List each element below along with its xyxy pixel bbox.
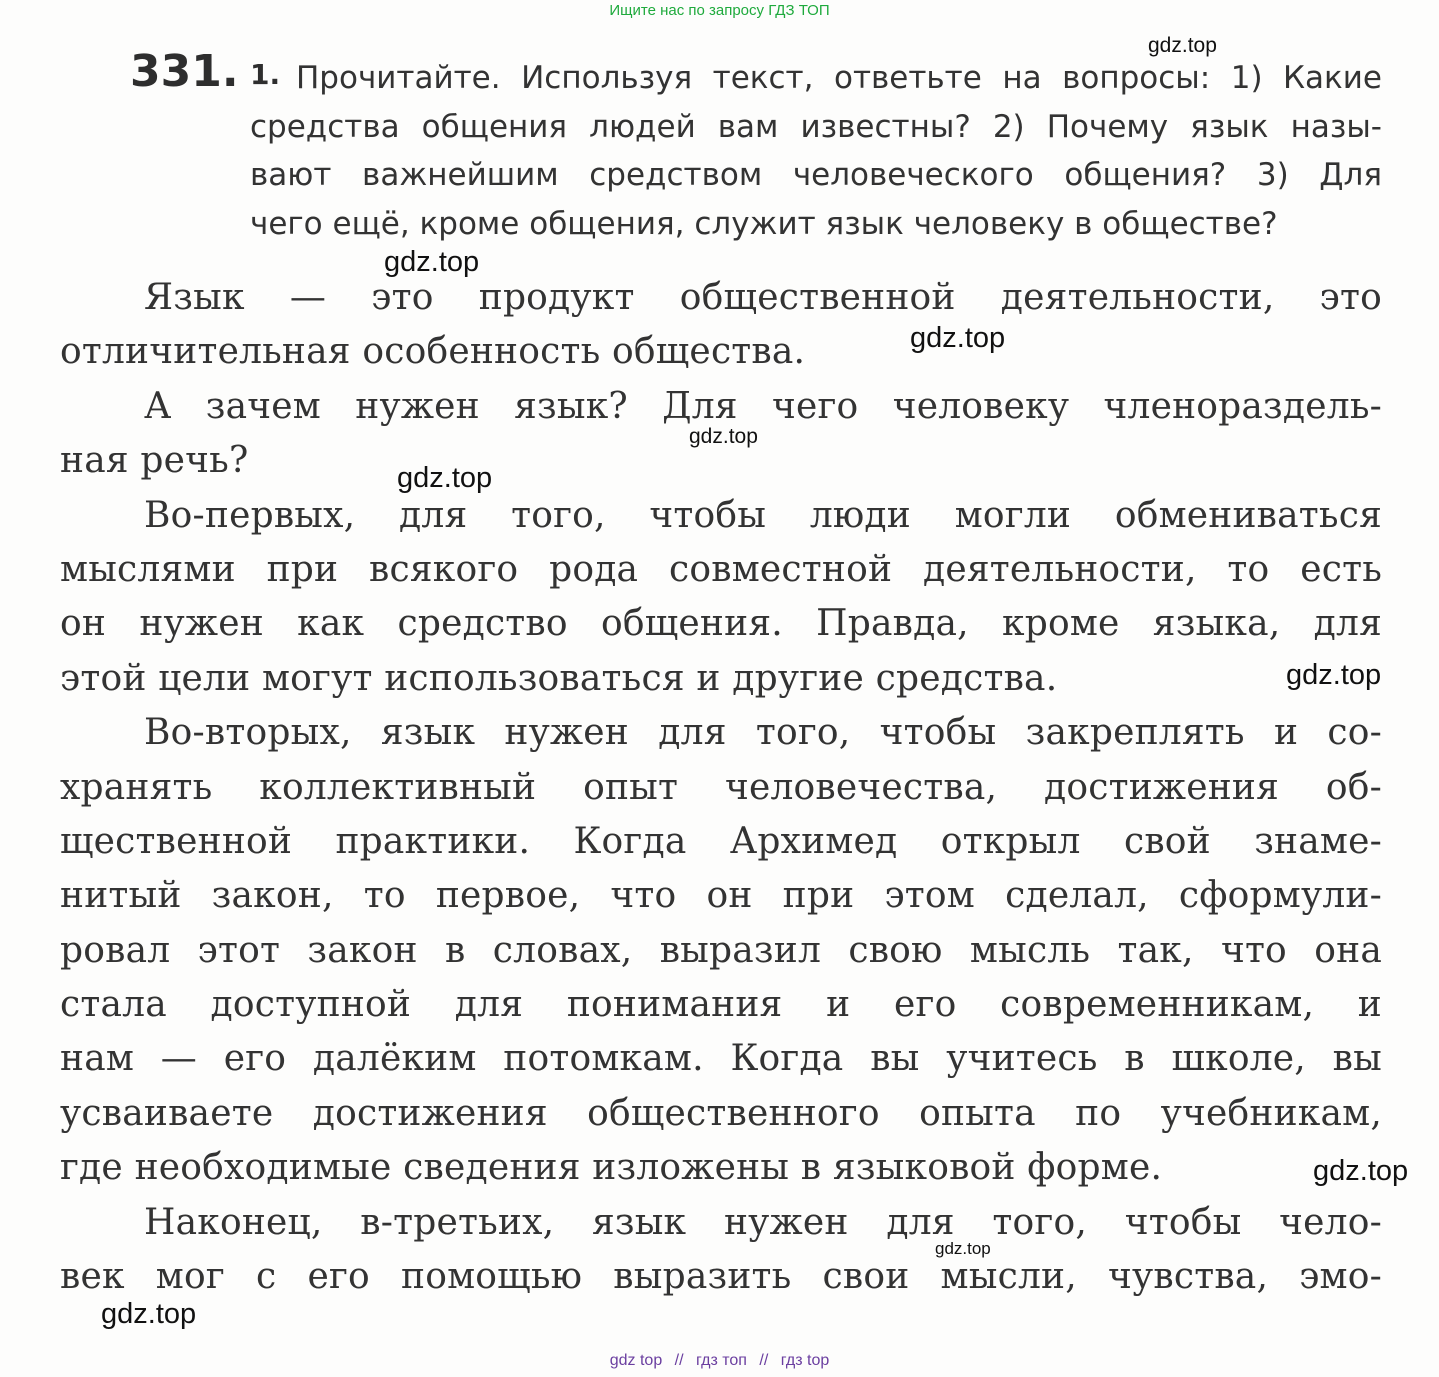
footer-link[interactable]: gdz top xyxy=(609,1352,663,1369)
watermark: gdz.top xyxy=(384,246,480,278)
text-line: Во-первых, для того, чтобы люди могли обмениваться xyxy=(144,494,1382,536)
text-line: Язык — это продукт общественной деятельности, это xyxy=(144,277,1382,318)
exercise-number: 331. xyxy=(130,46,239,97)
watermark: gdz.top xyxy=(1313,1155,1409,1187)
text-line: где необходимые сведения изложены в языковой форме. xyxy=(60,1147,1163,1189)
task-line: чего ещё, кроме общения, служит язык человеку в обществе? xyxy=(250,205,1278,242)
text-line: отличительная особенность общества. xyxy=(60,331,806,373)
task-index: 1. xyxy=(250,58,281,91)
text-line: Во-вторых, язык нужен для того, чтобы закреплять и со- xyxy=(144,712,1382,754)
task-line: Прочитайте. Используя текст, ответьте на вопросы: 1) Какие xyxy=(296,60,1382,96)
footer-link[interactable]: гдз top xyxy=(780,1352,830,1369)
footer-link[interactable]: гдз топ xyxy=(696,1352,747,1369)
text-line: он нужен как средство общения. Правда, кроме языка, для xyxy=(60,603,1382,645)
text-line: А зачем нужен язык? Для чего человеку членораздель- xyxy=(144,385,1382,427)
text-line: нам — его далёким потомкам. Когда вы учитесь в школе, вы xyxy=(60,1038,1382,1080)
text-line: хранять коллективный опыт человечества, достижения об- xyxy=(60,766,1382,808)
search-banner: Ищите нас по запросу ГДЗ ТОП xyxy=(609,2,830,19)
watermark: gdz.top xyxy=(910,322,1006,354)
watermark: gdz.top xyxy=(935,1239,991,1258)
task-line: вают важнейшим средством человеческого общения? 3) Для xyxy=(250,157,1382,193)
task-line: средства общения людей вам известны? 2) Почему язык назы- xyxy=(250,108,1382,145)
text-line: век мог с его помощью выразить свои мысли, чувства, эмо- xyxy=(60,1256,1382,1298)
text-line: ная речь? xyxy=(60,440,249,482)
text-line: мыслями при всякого рода совместной деятельности, то есть xyxy=(60,548,1382,590)
text-line: нитый закон, то первое, что он при этом сделал, сформули- xyxy=(60,875,1382,917)
text-line: щественной практики. Когда Архимед открыл свой знаме- xyxy=(60,820,1382,862)
text-line: ровал этот закон в словах, выразил свою мысль так, что она xyxy=(60,929,1382,971)
footer-separator: // xyxy=(759,1352,769,1369)
watermark: gdz.top xyxy=(101,1298,197,1330)
task-instructions xyxy=(250,54,1382,248)
text-line: стала доступной для понимания и его современникам, и xyxy=(60,984,1382,1026)
watermark: gdz.top xyxy=(1148,34,1217,57)
watermark: gdz.top xyxy=(689,425,758,448)
text-line: усваиваете достижения общественного опыта по учебникам, xyxy=(60,1092,1382,1134)
watermark: gdz.top xyxy=(397,462,493,494)
text-line: этой цели могут использоваться и другие средства. xyxy=(60,657,1058,699)
watermark: gdz.top xyxy=(1286,659,1382,691)
footer-separator: // xyxy=(674,1352,684,1369)
footer-links xyxy=(0,1352,1439,1370)
text-line: Наконец, в-третьих, язык нужен для того, чтобы чело- xyxy=(144,1201,1382,1243)
